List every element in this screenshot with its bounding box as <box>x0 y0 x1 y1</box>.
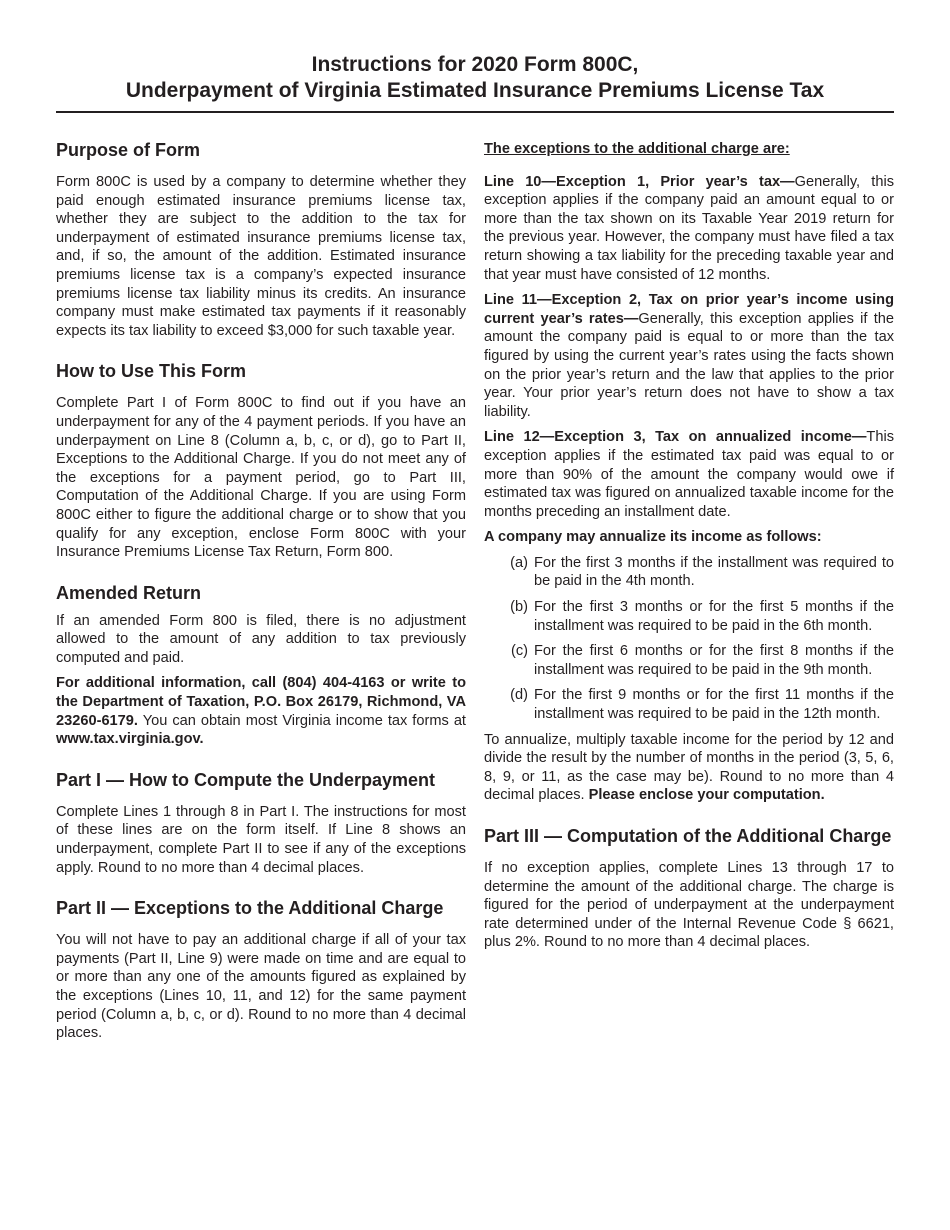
line12-text: This exception applies if the estimated tax paid was equal to or more than 90% of the amount the company would owe if estimated tax was figured on annualized taxable income for the months preceding an installment date. <box>484 429 894 520</box>
list-item-text: For the first 3 months or for the first 5 months if the installment was required to be paid in the 6th month. <box>534 599 894 634</box>
additional-info-text: You can obtain most Virginia income tax forms at <box>137 712 466 729</box>
list-item-text: For the first 3 months if the installment was required to be paid in the 4th month. <box>534 554 894 590</box>
annualize-list <box>484 554 894 724</box>
line10-label: Line 10—Exception 1, Prior year’s tax— <box>484 173 795 190</box>
additional-info-contact: For additional information, call (804) 404-4163 or write to the Department of Taxation, P.O. Box 26179, Richmond, VA 23260-6179. <box>56 675 466 729</box>
amended-body: If an amended Form 800 is filed, there is no adjustment allowed to the amount of any addition to tax previously computed and paid. <box>56 612 466 666</box>
amended-heading: Amended Return <box>56 582 202 603</box>
annualize-body <box>484 731 894 805</box>
right-column <box>484 138 894 952</box>
line11-label: Line 11—Exception 2, Tax on prior year’s income using current year’s rates— <box>484 292 894 327</box>
additional-info <box>56 674 466 748</box>
header-divider <box>56 111 894 113</box>
exceptions-heading: The exceptions to the additional charge are: <box>484 141 790 157</box>
part1-heading: Part I — How to Compute the Underpayment <box>56 769 436 790</box>
part1-body: Complete Lines 1 through 8 in Part I. The instructions for most of these lines are on the form itself. If Line 8 shows an underpayment, complete Part II to see if any of the exceptions apply. Round to no more than 4 decimal places. <box>56 803 466 876</box>
part2-body: You will not have to pay an additional charge if all of your tax payments (Part II, Line 9) were made on time and are equal to or more than any one of the amounts figured as explained by the exceptions (Lines 10, 11, and 12) for the same payment period (Column a, b, c, or d). Round to no more than 4 decimal places. <box>56 932 466 1042</box>
annualize-heading <box>484 528 894 547</box>
page-title <box>56 52 894 104</box>
list-item-text: For the first 6 months or for the first 8 months if the installment was required to be paid in the 9th month. <box>534 643 894 678</box>
how-to-use-heading: How to Use This Form <box>56 361 247 382</box>
left-column <box>56 138 466 1043</box>
annualize-body-text: To annualize, multiply taxable income for the period by 12 and divide the result by the number of months in the period (3, 5, 6, 8, 9, or 11, as the case may be). Round to no more than 4 decimal places. <box>484 731 894 804</box>
line10-text: Generally, this exception applies if the company paid an amount equal to or more than the tax shown on its Taxable Year 2019 return for the previous year. However, the company must have filed a tax return showing a tax liability for the preceding taxable year and that year must have consisted of 12 months. <box>484 173 894 283</box>
title-line-1: Instructions for 2020 Form 800C, <box>311 53 639 76</box>
list-item-label: (d) <box>510 687 528 704</box>
list-item <box>484 686 894 723</box>
line12-label: Line 12—Exception 3, Tax on annualized income— <box>484 429 867 446</box>
line10-paragraph <box>484 173 894 285</box>
part3-heading: Part III — Computation of the Additional Charge <box>484 826 892 846</box>
line12-paragraph <box>484 428 894 521</box>
annualize-heading-text: A company may annualize its income as follows: <box>484 529 822 546</box>
list-item-label: (b) <box>510 599 528 616</box>
line11-text: Generally, this exception applies if the amount the company paid is equal to or more than the tax figured by using the current year’s rates using the facts shown on the prior year’s return and the law that applies to the prior year. Your prior year’s return does not have to show a tax liability. <box>484 310 894 420</box>
how-to-use-body: Complete Part I of Form 800C to find out if you have an underpayment for any of the 4 payment periods. If you have an underpayment on Line 8 (Column a, b, c, or d), go to Part II, Exceptions to the Additional Charge. If you do not meet any of the exceptions for a payment period, go to Part III, Computation of the Additional Charge. If you are using Form 800C either to figure the additional charge or to show that you qualify for any exception, enclose Form 800C with your Insurance Premiums License Tax Return, Form 800. <box>56 395 466 561</box>
part3-body: If no exception applies, complete Lines 13 through 17 to determine the amount of the additional charge. The charge is figured for the period of underpayment at the underpayment rate determined under of the Internal Revenue Code § 6621, plus 2%. Round to no more than 4 decimal places. <box>484 860 894 951</box>
annualize-enclose-note: Please enclose your computation. <box>588 787 825 804</box>
list-item <box>484 598 894 635</box>
list-item <box>484 554 894 591</box>
purpose-body: Form 800C is used by a company to determine whether they paid enough estimated insurance premiums license tax, whether they are subject to the addition to the tax for underpayment of estimated insurance premiums license tax, and, if so, the amount of the addition. Estimated insurance premiums license tax is a company’s expected insurance premiums license tax liability minus its credits. An insurance company must make estimated tax payments if it reasonably expects its tax liability to exceed $3,000 for such taxable year. <box>56 174 466 339</box>
page-header <box>56 52 894 104</box>
website-link[interactable]: www.tax.virginia.gov. <box>56 731 204 748</box>
list-item-label: (c) <box>510 643 528 660</box>
list-item-text: For the first 9 months or for the first 11 months if the installment was required to be paid in the 12th month. <box>534 687 894 723</box>
list-item <box>484 642 894 679</box>
purpose-heading: Purpose of Form <box>56 140 201 160</box>
title-line-2: Underpayment of Virginia Estimated Insurance Premiums License Tax <box>125 79 825 102</box>
part2-heading: Part II — Exceptions to the Additional Charge <box>56 898 444 919</box>
list-item-label: (a) <box>510 554 528 571</box>
line11-paragraph <box>484 291 894 421</box>
